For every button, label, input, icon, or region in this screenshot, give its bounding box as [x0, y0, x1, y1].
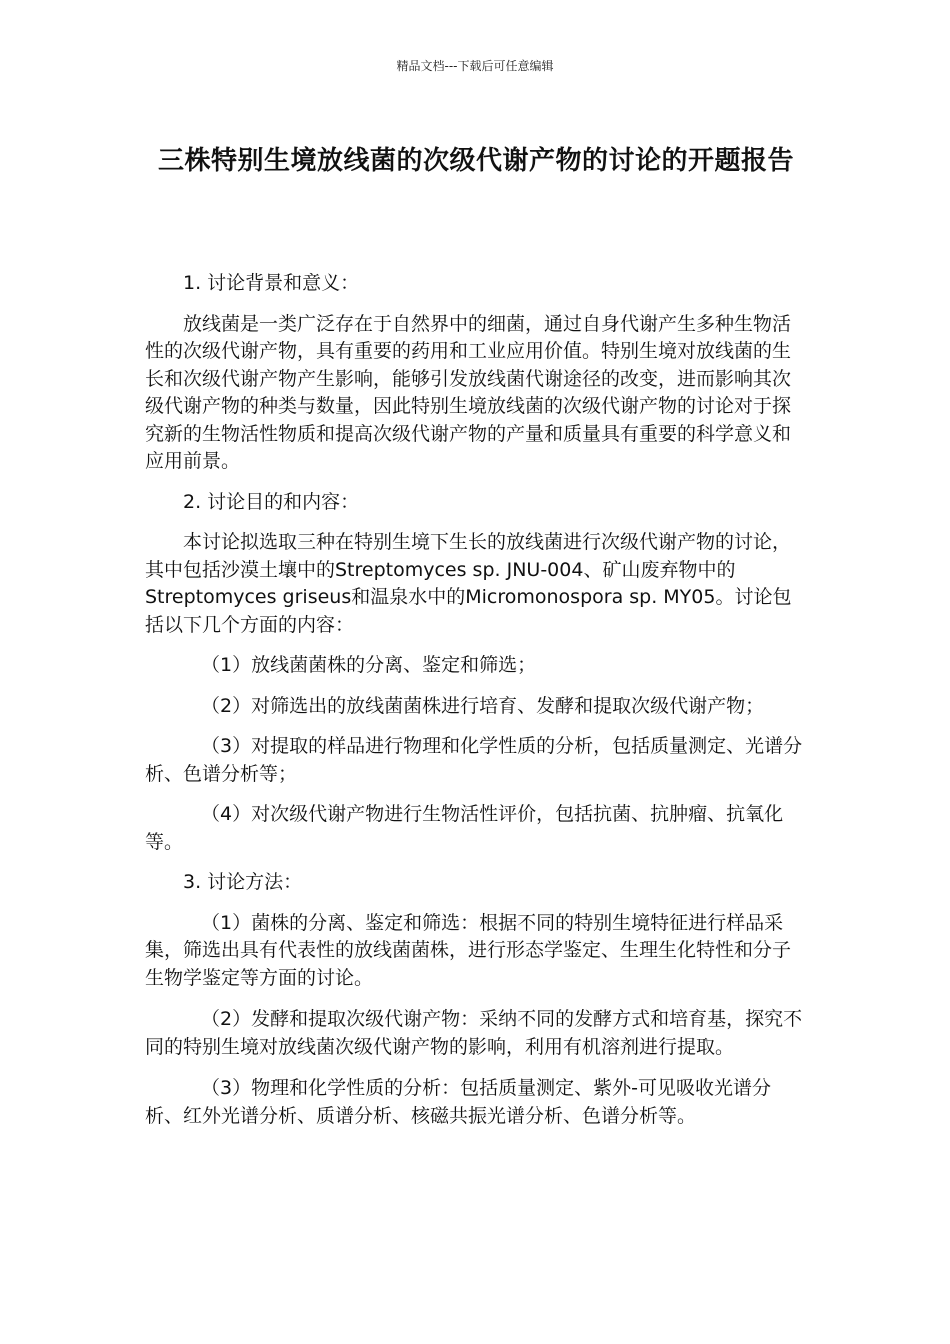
- document-title: 三株特别生境放线菌的次级代谢产物的讨论的开题报告: [157, 146, 794, 176]
- paragraph-background: 放线菌是一类广泛存在于自然界中的细菌，通过自身代谢产生多种生物活性的次级代谢产物，具有重要的药用和工业应用价值。特别生境对放线菌的生长和次级代谢产物产生影响，能够引发放线菌代谢途径的改变，进而影响其次级代谢产物的种类与数量，因此特别生境放线菌的次级代谢产物的讨论对于探究新的生物活性物质和提高次级代谢产物的产量和质量具有重要的科学意义和应用前景。: [145, 312, 792, 472]
- page-header: 精品文档---下载后可任意编辑: [396, 59, 554, 73]
- paragraph-objectives: 本讨论拟选取三种在特别生境下生长的放线菌进行次级代谢产物的讨论，其中包括沙漠土壤中的Streptomyces sp. JNU-004、矿山废弃物中的Streptomyces griseus和温泉水中的Micromonospora sp. MY05。讨论包括以下几个方面的内容：: [145, 531, 792, 636]
- list-item-method-2: （2）发酵和提取次级代谢产物：采纳不同的发酵方式和培育基，探究不同的特别生境对放线菌次级代谢产物的影响，利用有机溶剂进行提取。: [145, 1008, 803, 1058]
- section-heading-objectives: 2. 讨论目的和内容：: [183, 490, 360, 513]
- document-body: [145, 270, 807, 1144]
- section-heading-background: 1. 讨论背景和意义：: [183, 272, 360, 294]
- section-heading-methods: 3. 讨论方法：: [183, 871, 303, 893]
- list-item-method-3: （3）物理和化学性质的分析：包括质量测定、紫外-可见吸收光谱分析、红外光谱分析、质谱分析、核磁共振光谱分析、色谱分析等。: [145, 1077, 771, 1127]
- list-item-content-2: （2）对筛选出的放线菌菌株进行培育、发酵和提取次级代谢产物；: [201, 694, 765, 717]
- list-item-content-3: （3）对提取的样品进行物理和化学性质的分析，包括质量测定、光谱分析、色谱分析等；: [145, 735, 803, 785]
- list-item-content-1: （1）放线菌菌株的分离、鉴定和筛选；: [201, 654, 537, 676]
- list-item-method-1: （1）菌株的分离、鉴定和筛选：根据不同的特别生境特征进行样品采集，筛选出具有代表性的放线菌菌株，进行形态学鉴定、生理生化特性和分子生物学鉴定等方面的讨论。: [145, 911, 792, 989]
- list-item-content-4: （4）对次级代谢产物进行生物活性评价，包括抗菌、抗肿瘤、抗氧化等。: [145, 803, 784, 853]
